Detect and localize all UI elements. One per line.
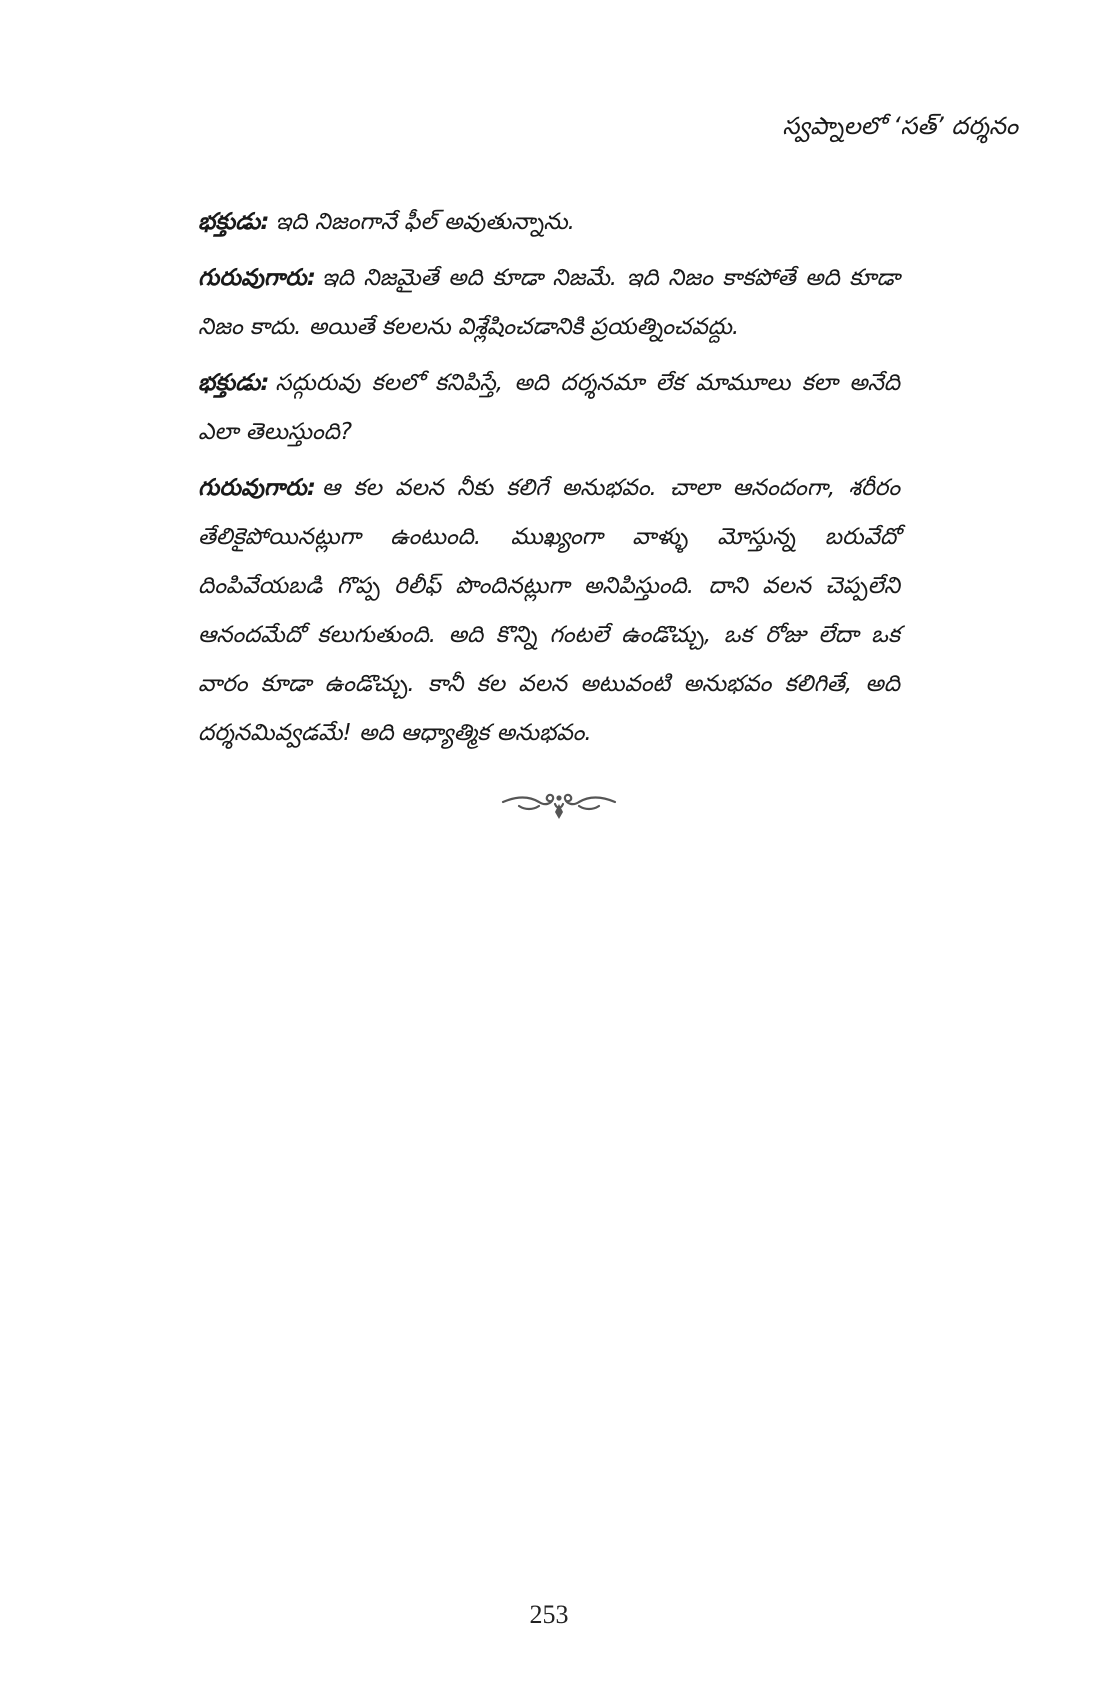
- speaker-label: గురువుగారు:: [198, 475, 316, 501]
- flourish-divider-icon: [499, 782, 619, 822]
- dialogue-paragraph: [198, 359, 900, 457]
- page-number: 253: [529, 1600, 569, 1629]
- dialogue-body: [198, 198, 900, 765]
- dialogue-text: ఆ కల వలన నీకు కలిగే అనుభవం. చాలా ఆనందంగా, శరీరం తేలికైపోయినట్లుగా ఉంటుంది. ముఖ్యంగా వాళ్ళు మోస్తున్న బరువేదో దింపివేయబడి గొప్ప రిలీఫ్ పొందినట్లుగా అనిపిస్తుంది. దాని వలన చెప్పలేని ఆనందమేదో కలుగుతుంది. అది కొన్ని గంటలే ఉండొచ్చు, ఒక రోజు లేదా ఒక వారం కూడా ఉండొచ్చు. కానీ కల వలన అటువంటి అనుభవం కలిగితే, అది దర్శనమివ్వడమే! అది ఆధ్యాత్మిక అనుభవం.: [198, 475, 900, 746]
- speaker-label: భక్తుడు:: [198, 370, 270, 396]
- speaker-label: గురువుగారు:: [198, 265, 316, 291]
- speaker-label: భక్తుడు:: [198, 209, 270, 235]
- dialogue-text: ఇది నిజంగానే ఫీల్ అవుతున్నాను.: [275, 209, 575, 235]
- dialogue-paragraph: [198, 254, 900, 352]
- dialogue-text: సద్గురువు కలలో కనిపిస్తే, అది దర్శనమా లేక మామూలు కలా అనేది ఎలా తెలుస్తుంది?: [198, 370, 900, 445]
- dialogue-text: ఇది నిజమైతే అది కూడా నిజమే. ఇది నిజం కాకపోతే అది కూడా నిజం కాదు. అయితే కలలను విశ్లేషించడానికి ప్రయత్నించవద్దు.: [198, 265, 900, 340]
- running-header: స్వప్నాలలో ‘సత్’ దర్శనం: [782, 112, 1018, 140]
- dialogue-paragraph: [198, 464, 900, 758]
- dialogue-paragraph: [198, 198, 900, 247]
